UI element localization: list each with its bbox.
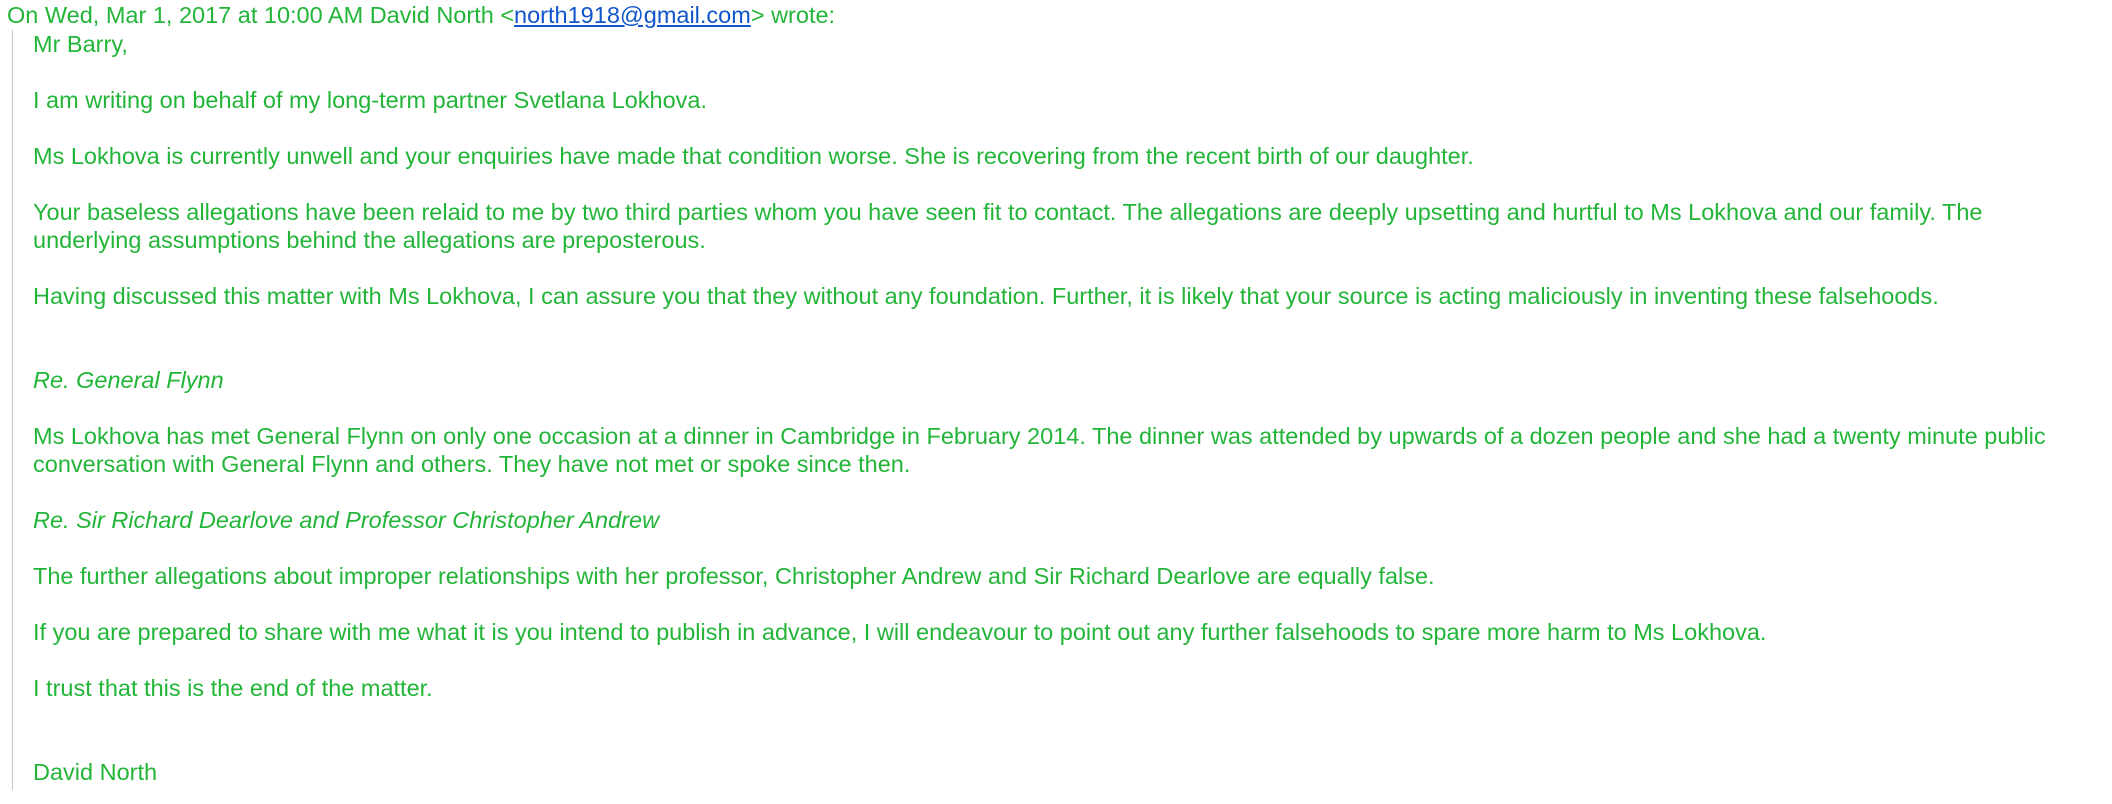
paragraph-assurance: Having discussed this matter with Ms Lokhova, I can assure you that they without any foundation. Further, it is likely that your source is acting maliciously in inventing these falsehoods. [33,283,1939,309]
paragraph-offer: If you are prepared to share with me what it is you intend to publish in advance, I will endeavour to point out any further falsehoods to spare more harm to Ms Lokhova. [33,619,1767,645]
paragraph-closing: I trust that this is the end of the matter. [33,675,433,701]
signature: David North [33,759,158,785]
quote-attribution [7,0,2112,30]
sender-email-link[interactable]: north1918@gmail.com [514,2,751,28]
salutation: Mr Barry, [33,31,128,57]
paragraph-flynn-line2: conversation with General Flynn and others. They have not met or spoke since then. [33,451,911,477]
email-message [7,0,2112,804]
attribution-suffix: > wrote: [750,2,836,28]
paragraph-health: Ms Lokhova is currently unwell and your enquiries have made that condition worse. She is recovering from the recent birth of our daughter. [33,143,1474,169]
heading-dearlove-andrew: Re. Sir Richard Dearlove and Professor Christopher Andrew [33,507,660,533]
paragraph-flynn-line1: Ms Lokhova has met General Flynn on only one occasion at a dinner in Cambridge in February 2014. The dinner was attended by upwards of a dozen people and she had a twenty minute public [33,423,2046,449]
attribution-prefix: On Wed, Mar 1, 2017 at 10:00 AM David North < [7,2,515,28]
paragraph-intro: I am writing on behalf of my long-term partner Svetlana Lokhova. [33,87,708,113]
paragraph-allegations-line2: underlying assumptions behind the allegations are preposterous. [33,227,706,253]
heading-general-flynn: Re. General Flynn [33,367,224,393]
quoted-message [12,30,2112,790]
paragraph-further-allegations: The further allegations about improper relationships with her professor, Christopher Andrew and Sir Richard Dearlove are equally false. [33,563,1435,589]
paragraph-allegations-line1: Your baseless allegations have been relaid to me by two third parties whom you have seen fit to contact. The allegations are deeply upsetting and hurtful to Ms Lokhova and our family. The [33,199,1983,225]
